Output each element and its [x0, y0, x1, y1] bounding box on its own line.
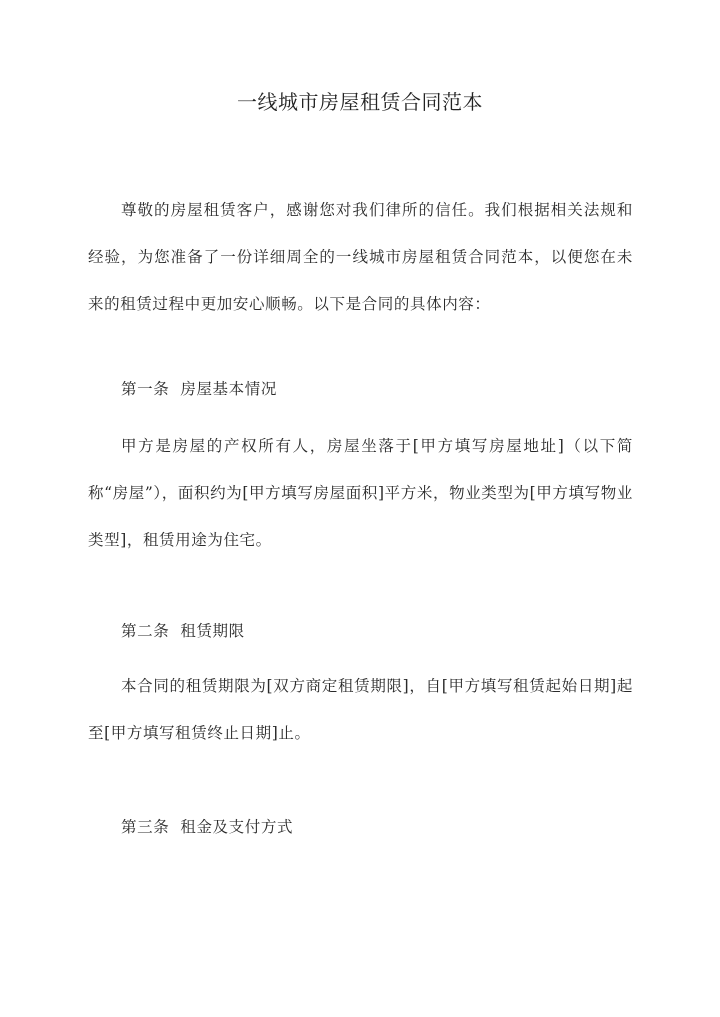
document-title: 一线城市房屋租赁合同范本 — [237, 90, 483, 114]
intro-paragraph: 尊敬的房屋租赁客户，感谢您对我们律所的信任。我们根据相关法规和经验，为您准备了一份详细周全的一线城市房屋租赁合同范本，以便您在未来的租赁过程中更加安心顺畅。以下是合同的具体内容： — [88, 201, 633, 313]
section-heading-2: 第二条 租赁期限 — [121, 622, 245, 640]
section-heading-1: 第一条 房屋基本情况 — [121, 380, 277, 398]
section-body-2: 本合同的租赁期限为[双方商定租赁期限]，自[甲方填写租赁起始日期]起至[甲方填写租赁终止日期]止。 — [88, 677, 633, 742]
section-heading-3: 第三条 租金及支付方式 — [121, 818, 294, 836]
section-body-1: 甲方是房屋的产权所有人，房屋坐落于[甲方填写房屋地址]（以下简称“房屋”），面积约为[甲方填写房屋面积]平方米，物业类型为[甲方填写物业类型]，租赁用途为住宅。 — [88, 437, 633, 549]
